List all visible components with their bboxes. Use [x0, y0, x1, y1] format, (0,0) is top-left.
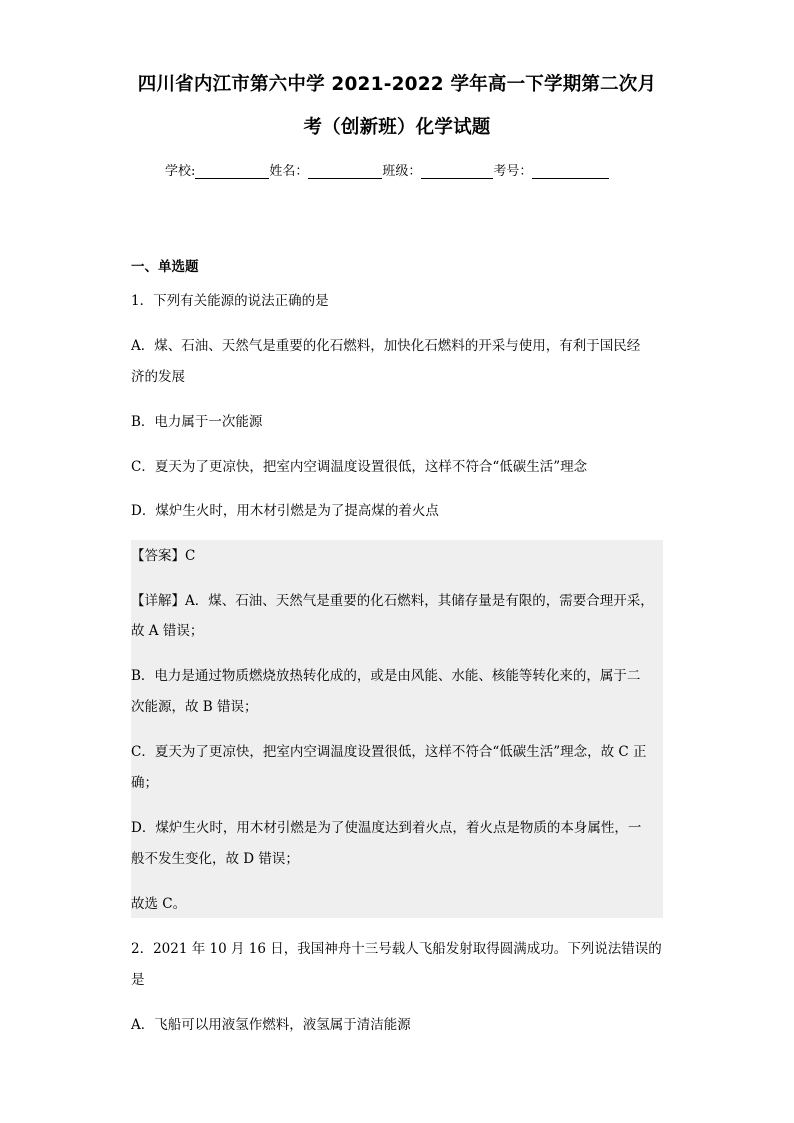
- explanation-d-line-1: D．煤炉生火时，用木材引燃是为了使温度达到着火点，着火点是物质的本身属性，一: [131, 820, 642, 836]
- exam-number-label: 考号：: [493, 164, 533, 179]
- exam-number-blank[interactable]: [532, 164, 609, 179]
- explanation-a-line-1: 【详解】A．煤、石油、天然气是重要的化石燃料，其储存量是有限的，需要合理开采，: [131, 593, 654, 609]
- question-1-option-a-line-1: A．煤、石油、天然气是重要的化石燃料，加快化石燃料的开采与使用，有利于国民经: [131, 338, 641, 354]
- explanation-b-line-2: 次能源，故 B 错误；: [131, 699, 258, 715]
- name-label: 姓名：: [269, 164, 309, 179]
- class-field: [382, 160, 493, 179]
- explanation-c-line-1: C．夏天为了更凉快，把室内空调温度设置很低，这样不符合“低碳生活”理念，故 C 正: [131, 744, 647, 760]
- explanation-c-line-2: 确；: [131, 775, 158, 791]
- exam-title-line-2: 考（创新班）化学试题: [303, 117, 491, 138]
- question-1-option-d: D．煤炉生火时，用木材引燃是为了提高煤的着火点: [131, 503, 439, 519]
- question-2-stem-line-2: 是: [131, 972, 145, 988]
- explanation-conclusion: 故选 C。: [131, 896, 187, 912]
- exam-title-line-1: 四川省内江市第六中学 2021-2022 学年高一下学期第二次月: [137, 74, 657, 95]
- question-1-answer: 【答案】C: [131, 548, 196, 564]
- question-1-option-a-line-2: 济的发展: [131, 369, 185, 385]
- class-blank[interactable]: [421, 164, 493, 179]
- school-blank[interactable]: [195, 164, 269, 179]
- question-2-option-a: A．飞船可以用液氢作燃料，液氢属于清洁能源: [131, 1017, 411, 1033]
- explanation-d-line-2: 般不发生变化，故 D 错误；: [131, 851, 299, 867]
- question-1-option-b: B．电力属于一次能源: [131, 414, 263, 430]
- explanation-a-line-2: 故 A 错误；: [131, 623, 204, 639]
- name-blank[interactable]: [308, 164, 382, 179]
- school-field: [165, 160, 269, 179]
- section-heading: 一、单选题: [131, 259, 199, 275]
- question-1-option-c: C．夏天为了更凉快，把室内空调温度设置很低，这样不符合“低碳生活”理念: [131, 459, 588, 475]
- name-field: [269, 160, 382, 179]
- question-2-stem-line-1: 2．2021 年 10 月 16 日，我国神舟十三号载人飞船发射取得圆满成功。下列说法错误的: [131, 941, 662, 957]
- school-label: 学校:: [165, 164, 196, 179]
- question-1-stem: 1．下列有关能源的说法正确的是: [131, 293, 329, 309]
- class-label: 班级：: [382, 164, 422, 179]
- explanation-b-line-1: B．电力是通过物质燃烧放热转化成的，或是由风能、水能、核能等转化来的，属于二: [131, 668, 641, 684]
- exam-number-field: [493, 160, 609, 179]
- student-info-row: [165, 160, 609, 179]
